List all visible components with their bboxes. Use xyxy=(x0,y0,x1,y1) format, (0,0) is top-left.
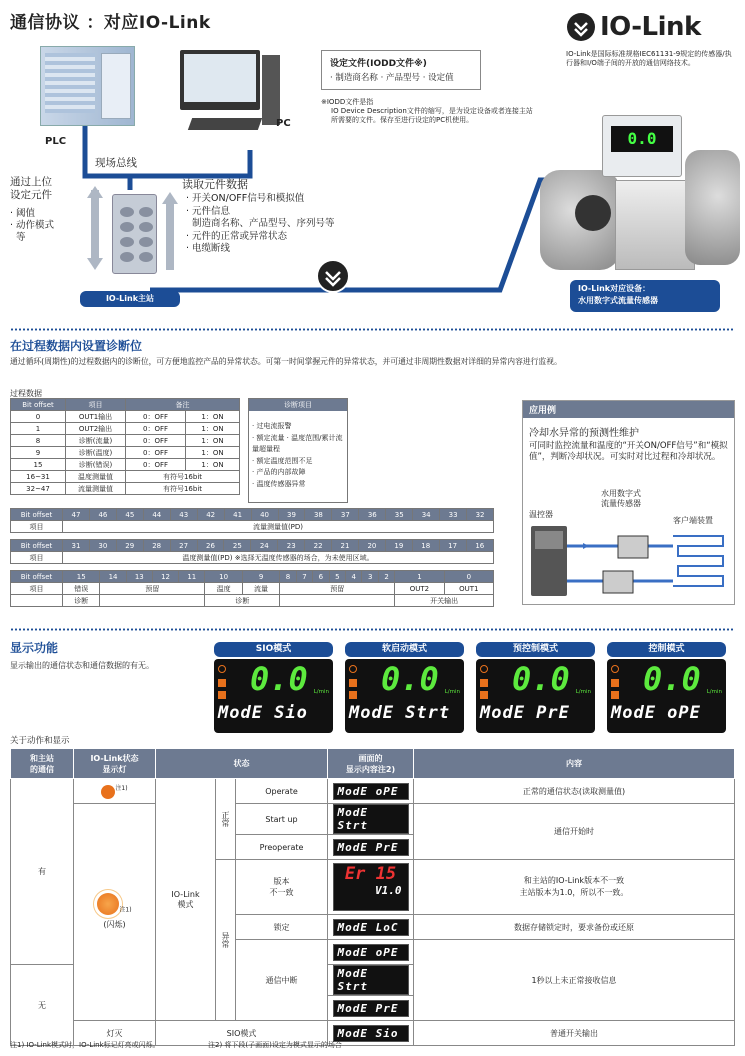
display-mini: ModE PrE xyxy=(333,1000,409,1017)
app-title: 冷却水异常的预测性维护 xyxy=(529,428,639,439)
mode-panel xyxy=(607,642,726,733)
upper-set-item: · 阈值 xyxy=(10,208,36,219)
bit-number: 36 xyxy=(359,509,386,521)
page-title: 通信协议 ：对应IO-Link xyxy=(10,13,211,33)
bit-number: 14 xyxy=(100,571,126,583)
bit-number: 7 xyxy=(296,571,312,583)
bit-number: 13 xyxy=(126,571,152,583)
bit-number: 31 xyxy=(63,540,90,552)
diag-header: 诊断项目 xyxy=(249,399,347,411)
application-example-box xyxy=(522,400,735,605)
table-row: 有 $^{注1)}$ IO-Link 模式 正常 Operate ModE oPE 正常的通信状态(读取测量值) xyxy=(11,779,735,804)
mode-text: ModE PrE xyxy=(480,703,570,723)
upper-set-list xyxy=(10,208,54,244)
unit-label: L/min xyxy=(444,689,460,695)
bit-number: 3 xyxy=(362,571,378,583)
operation-subtitle: 关于动作和显示 xyxy=(10,736,70,746)
bit-number: 26 xyxy=(197,540,224,552)
display-mini: ModE oPE xyxy=(333,783,409,800)
display-mini: ModE LoC xyxy=(333,919,409,936)
bit-number: 17 xyxy=(439,540,466,552)
mode-panel xyxy=(345,642,464,733)
pd-header: Bit offset xyxy=(11,399,66,411)
logo-text: IO-Link xyxy=(600,12,701,42)
app-diagram xyxy=(523,521,736,601)
table-header: 状态 xyxy=(156,749,328,779)
process-data-label: 过程数据 xyxy=(10,389,42,398)
diag-item: · 产品的内部故障 xyxy=(252,468,306,476)
plc-label: PLC xyxy=(45,136,67,147)
bit-number: 6 xyxy=(313,571,329,583)
fieldbus-label: 现场总线 xyxy=(95,157,137,169)
unit-label: L/min xyxy=(706,689,722,695)
bit-number: 18 xyxy=(412,540,439,552)
table-row: 异常 版本 不一致 Er 15 V1.0 和主站的IO-Link版本不一致 主站版本为1.0，所以不一致。 xyxy=(11,860,735,915)
io-link-master-graphic xyxy=(112,194,157,274)
bit-number: 37 xyxy=(332,509,359,521)
read-data-title: 读取元件数据 xyxy=(182,178,248,191)
read-data-item: · 元件的正常或异常状态 xyxy=(186,230,288,242)
unit-label: L/min xyxy=(575,689,591,695)
bit-number: 12 xyxy=(152,571,178,583)
out-indicator-icon xyxy=(480,679,488,687)
device-label: IO-Link对应设备： 水用数字式流量传感器 xyxy=(570,280,720,312)
table-row: 0 OUT1输出 0：OFF 1：ON xyxy=(11,411,240,423)
table-header: IO-Link状态 显示灯 xyxy=(74,749,156,779)
mode-label: 控制模式 xyxy=(607,642,726,657)
app-body: 可同时监控流量和温度的“开关ON/OFF信号”和“模拟值”，判断冷却状况。可实时对比过程和冷却状况。 xyxy=(529,441,728,462)
mode-indicator-icon xyxy=(218,665,226,673)
read-data-item: · 电缆断线 xyxy=(186,243,231,254)
bit-table-47-32: Bit offset 47 46 45 44 43 42 41 40 39 38 37 36 35 34 33 32 项目 流量测量值(PD) xyxy=(10,508,494,533)
bit-number: 4 xyxy=(346,571,362,583)
bit-number: 32 xyxy=(467,509,494,521)
flow-sensor-graphic xyxy=(540,110,740,280)
bit-number: 33 xyxy=(440,509,467,521)
app-header: 应用例 xyxy=(523,401,734,418)
diag-item: · 额定流量 · 温度范围/累计流量超量程 xyxy=(252,433,343,453)
diag-item: · 温度传感器异常 xyxy=(252,479,306,488)
iodd-box-title: 设定文件(IODD文件※) xyxy=(330,59,427,69)
read-data-list xyxy=(186,193,335,256)
mode-panel xyxy=(214,642,333,733)
bit-number: 41 xyxy=(224,509,251,521)
mode-label: 预控制模式 xyxy=(476,642,595,657)
bit-number: 47 xyxy=(63,509,90,521)
bit-number: 24 xyxy=(251,540,278,552)
display-mini: ModE PrE xyxy=(333,839,409,856)
table-row: 锁定 ModE LoC 数据存储锁定时，要求备份或还原 xyxy=(11,915,735,940)
bit-number: 8 xyxy=(280,571,296,583)
iodd-note-title: ※IODD文件是指 xyxy=(321,98,374,106)
mode-value: 0.0 xyxy=(643,660,701,698)
bit-number: 23 xyxy=(278,540,305,552)
section-divider xyxy=(10,628,735,631)
bit-number: 5 xyxy=(329,571,345,583)
mode-display xyxy=(476,659,595,733)
read-data-item: · 开关ON/OFF信号和模拟值 xyxy=(186,193,305,204)
mode-text: ModE oPE xyxy=(611,703,701,723)
mode-value: 0.0 xyxy=(250,660,308,698)
out-indicator-icon xyxy=(218,691,226,699)
section2-desc: 显示输出的通信状态和通信数据的有无。 xyxy=(10,661,154,670)
io-link-signal-icon xyxy=(316,259,350,293)
bit-number: 15 xyxy=(63,571,100,583)
mode-display xyxy=(345,659,464,733)
bit-number: 38 xyxy=(305,509,332,521)
iodd-box-items: · 制造商名称 · 产品型号 · 设定值 xyxy=(330,73,454,83)
bit-number: 9 xyxy=(242,571,279,583)
bit-number: 19 xyxy=(385,540,412,552)
table-row: Preoperate ModE PrE xyxy=(11,835,735,860)
mode-value: 0.0 xyxy=(512,660,570,698)
table-row: $^{注1)}$ (闪烁) Start up ModE Strt 通信开始时 xyxy=(11,804,735,835)
app-label: 客户端装置 xyxy=(673,516,713,525)
diag-item: · 额定温度范围不足 xyxy=(252,456,313,465)
mode-panels xyxy=(214,642,736,737)
app-label: 温控器 xyxy=(529,510,553,519)
status-lamp-icon xyxy=(101,785,115,799)
mode-display xyxy=(214,659,333,733)
table-header: 内容 xyxy=(414,749,735,779)
display-mini: ModE Sio xyxy=(333,1025,409,1042)
mode-text: ModE Strt xyxy=(349,703,451,723)
iodd-note-body: IO Device Description文件的缩写，是为设定设备或者连接主站所需要的文件。保存至进行设定的PC机使用。 xyxy=(331,107,533,124)
footnote-1: 注1) IO-Link模式时，IO-Link标记灯亮或闪烁。 xyxy=(10,1041,160,1049)
display-mini: ModE oPE xyxy=(333,944,409,961)
mode-label: 软启动模式 xyxy=(345,642,464,657)
table-header: 和主站 的通信 xyxy=(11,749,74,779)
bit-number: 0 xyxy=(444,571,493,583)
app-label: 水用数字式 流量传感器 xyxy=(601,489,641,508)
bit-number: 45 xyxy=(116,509,143,521)
mode-text: ModE Sio xyxy=(218,703,308,723)
out-indicator-icon xyxy=(611,691,619,699)
bit-number: 1 xyxy=(395,571,444,583)
upper-set-title: 通过上位 设定元件 xyxy=(10,176,52,201)
display-mini: ModE Strt xyxy=(333,804,409,834)
diag-items-box xyxy=(248,398,348,503)
bit-number: 44 xyxy=(143,509,170,521)
bit-number: 40 xyxy=(251,509,278,521)
bit-number: 27 xyxy=(170,540,197,552)
unit-label: L/min xyxy=(313,689,329,695)
blinking-lamp-icon xyxy=(97,893,119,915)
display-mini: ModE Strt xyxy=(333,965,409,995)
table-row: 16~31 温度测量值 有符号16bit xyxy=(11,471,240,483)
sensor-display: 0.0 xyxy=(611,126,673,152)
bit-number: 11 xyxy=(179,571,205,583)
bit-table-31-16: Bit offset 31 30 29 28 27 26 25 24 23 22 21 20 19 18 17 16 项目 温度测量值(PD) ※选择无温度传感器的场合，为未使用区域。 xyxy=(10,539,494,564)
table-row: 通信中断 ModE oPE 1秒以上未正常接收信息 xyxy=(11,940,735,965)
table-row: 灯灭 SIO模式 ModE Sio 普通开关输出 xyxy=(11,1021,735,1046)
read-data-item: 制造商名称、产品型号、序列号等 xyxy=(186,218,335,229)
table-row: 32~47 流量测量值 有符号16bit xyxy=(11,483,240,495)
bit-number: 10 xyxy=(205,571,242,583)
logo-description: IO-Link是国际标准规格IEC61131-9规定的传感器/执行器和I/O端子间的开放的通信网络技术。 xyxy=(566,50,732,67)
bit-number: 43 xyxy=(170,509,197,521)
table-row: 15 诊断(错误) 0：OFF 1：ON xyxy=(11,459,240,471)
version-error-display: Er 15 V1.0 xyxy=(333,863,409,911)
bit-number: 22 xyxy=(305,540,332,552)
mode-indicator-icon xyxy=(349,665,357,673)
mode-value: 0.0 xyxy=(381,660,439,698)
bit-number: 39 xyxy=(278,509,305,521)
bit-number: 46 xyxy=(89,509,116,521)
out-indicator-icon xyxy=(349,679,357,687)
out-indicator-icon xyxy=(480,691,488,699)
bit-number: 34 xyxy=(413,509,440,521)
bit-number: 42 xyxy=(197,509,224,521)
bit-number: 21 xyxy=(332,540,359,552)
process-data-table xyxy=(10,398,240,495)
mode-label: SIO模式 xyxy=(214,642,333,657)
out-indicator-icon xyxy=(349,691,357,699)
bit-number: 20 xyxy=(358,540,385,552)
bit-number: 29 xyxy=(116,540,143,552)
bit-number: 35 xyxy=(386,509,413,521)
table-row: 1 OUT2输出 0：OFF 1：ON xyxy=(11,423,240,435)
table-row: 8 诊断(流量) 0：OFF 1：ON xyxy=(11,435,240,447)
bit-number: 16 xyxy=(466,540,493,552)
pd-header: 项目 xyxy=(66,399,126,411)
io-link-master-label: IO-Link主站 xyxy=(80,291,180,307)
bit-number: 30 xyxy=(89,540,116,552)
section2-title: 显示功能 xyxy=(10,641,59,655)
out-indicator-icon xyxy=(611,679,619,687)
table-row: 无 ModE Strt xyxy=(11,965,735,996)
upper-set-item: · 动作模式 等 xyxy=(10,220,55,243)
mode-panel xyxy=(476,642,595,733)
section-divider xyxy=(10,328,735,331)
table-header: 画面的 显示内容注2) xyxy=(328,749,414,779)
pc-label: PC xyxy=(276,118,291,129)
table-row: 9 诊断(温度) 0：OFF 1：ON xyxy=(11,447,240,459)
bit-number: 25 xyxy=(224,540,251,552)
section1-desc: 通过循环(周期性)的过程数据内的诊断位，可方便地监控产品的异常状态。可第一时间掌握元件的异常状态，并可通过非周期性数据对详细的异常内容进行监视。 xyxy=(10,357,562,366)
operation-display-table xyxy=(10,748,735,1046)
pd-header: 备注 xyxy=(126,399,240,411)
bit-table-15-0: Bit offset 15 14 13 12 11 10 9 8 7 6 5 4 3 2 1 0 项目 错误 预留 温度 流量 预留 OUT2 OUT1 诊断 诊断 开关输出 xyxy=(10,570,494,607)
footnote-2: 注2) 将下段(子画面)设定为模式显示的场合 xyxy=(208,1041,342,1049)
read-data-item: · 元件信息 xyxy=(186,205,231,217)
mode-indicator-icon xyxy=(611,665,619,673)
section1-title: 在过程数据内设置诊断位 xyxy=(10,339,143,353)
mode-display xyxy=(607,659,726,733)
mode-indicator-icon xyxy=(480,665,488,673)
diag-item: · 过电流报警 xyxy=(252,422,292,430)
bit-number: 2 xyxy=(378,571,394,583)
bit-number: 28 xyxy=(143,540,170,552)
out-indicator-icon xyxy=(218,679,226,687)
